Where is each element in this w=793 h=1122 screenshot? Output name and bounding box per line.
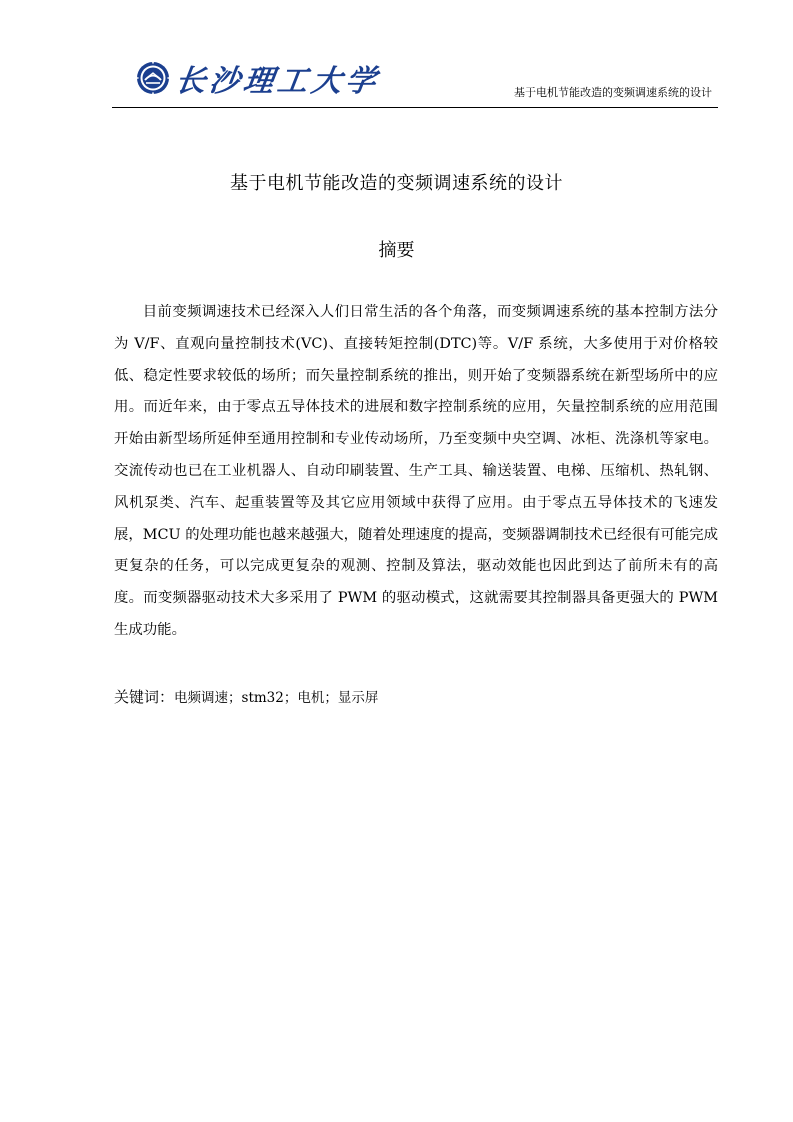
abstract-paragraph: 目前变频调速技术已经深入人们日常生活的各个角落，而变频调速系统的基本控制方法分为 V/F、直观向量控制技术(VC)、直接转矩控制(DTC)等。V/F 系统，大多使用于对价格较低、稳定性要求较低的场所；而矢量控制系统的推出，则开始了变频器系统在新型场所中的应用。而近年来，由于零点五导体技术的进展和数字控制系统的应用，矢量控制系统的应用范围开始由新型场所延伸至通用控制和专业传动场所，乃至变频中央空调、冰柜、洗涤机等家电。交流传动也已在工业机器人、自动印刷装置、生产工具、输送装置、电梯、压缩机、热轧钢、风机泵类、汽车、起重装置等及其它应用领域中获得了应用。由于零点五导体技术的飞速发展，MCU 的处理功能也越来越强大，随着处理速度的提高，变频器调制技术已经很有可能完成更复杂的任务，可以完成更复杂的观测、控制及算法，驱动效能也因此到达了前所未有的高度。而变频器驱动技术大多采用了 PWM 的驱动模式，这就需要其控制器具备更强大的 PWM 生成功能。 — [114, 304, 718, 638]
university-emblem-icon — [136, 61, 170, 95]
page-header — [112, 50, 718, 110]
header-divider — [112, 107, 718, 108]
university-name: 长沙理工大学 — [173, 64, 382, 99]
document-title: 基于电机节能改造的变频调速系统的设计 — [230, 173, 563, 194]
university-logo — [136, 54, 380, 102]
keywords-line — [114, 686, 378, 707]
keywords-label: 关键词： — [114, 688, 175, 706]
abstract-heading: 摘要 — [378, 240, 415, 261]
running-header-title: 基于电机节能改造的变频调速系统的设计 — [514, 86, 712, 99]
keywords-value: 电频调速；stm32；电机；显示屏 — [174, 690, 379, 706]
